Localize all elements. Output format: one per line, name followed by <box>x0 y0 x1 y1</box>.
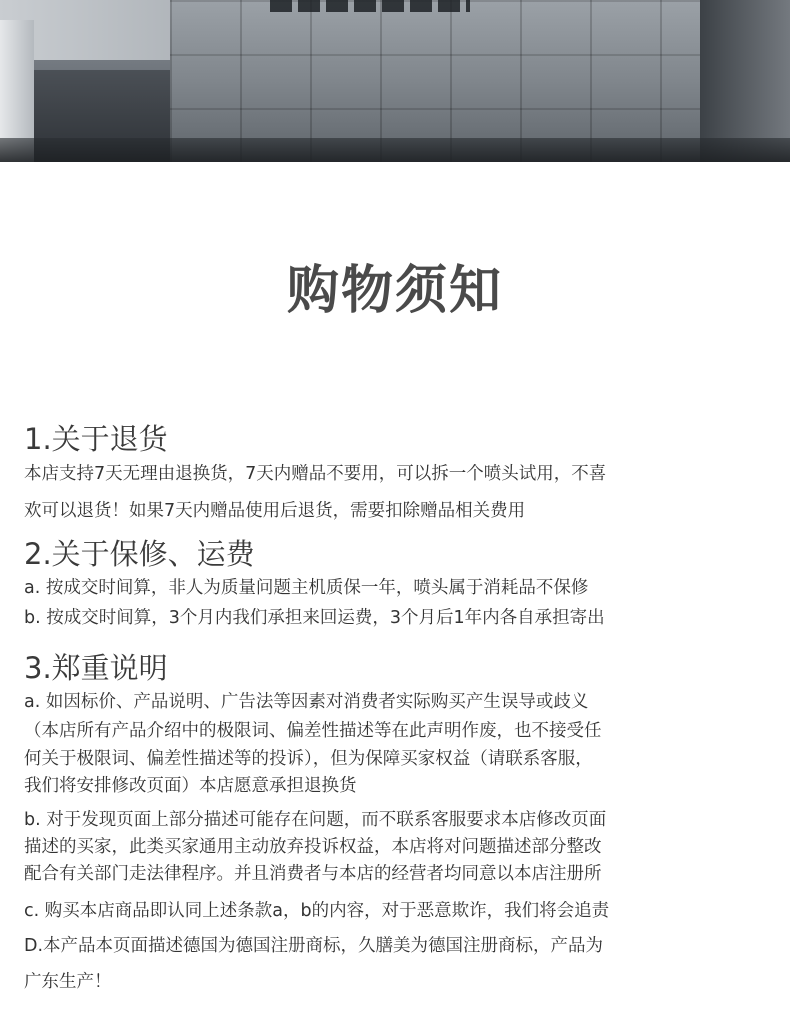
section-heading-statement: 3.郑重说明 <box>24 651 168 685</box>
section-line: 本店支持7天无理由退换货，7天内赠品不要用，可以拆一个喷头试用，不喜 <box>24 464 607 484</box>
section-line: 我们将安排修改页面）本店愿意承担退换货 <box>24 776 357 796</box>
section-heading-warranty-shipping: 2.关于保修、运费 <box>24 537 255 571</box>
banner-street <box>0 138 790 162</box>
section-line: a. 按成交时间算，非人为质量问题主机质保一年，喷头属于消耗品不保修 <box>24 578 589 598</box>
section-line: a. 如因标价、产品说明、广告法等因素对消费者实际购买产生误导或歧义 <box>24 692 589 712</box>
banner-building-sign <box>270 0 470 12</box>
section-line: b. 对于发现页面上部分描述可能存在问题，而不联系客服要求本店修改页面 <box>24 810 607 830</box>
section-line: 描述的买家，此类买家通用主动放弃投诉权益，本店将对问题描述部分整改 <box>24 837 602 857</box>
page-title: 购物须知 <box>286 261 503 321</box>
section-line: （本店所有产品介绍中的极限词、偏差性描述等在此声明作废，也不接受任 <box>24 721 602 741</box>
section-line: 何关于极限词、偏差性描述等的投诉），但为保障买家权益（请联系客服， <box>24 749 593 769</box>
header-banner-photo <box>0 0 790 162</box>
section-line: D.本产品本页面描述德国为德国注册商标，久膳美为德国注册商标，产品为 <box>24 936 604 956</box>
section-line: 配合有关部门走法律程序。并且消费者与本店的经营者均同意以本店注册所 <box>24 864 602 884</box>
section-heading-returns: 1.关于退货 <box>24 422 168 456</box>
section-line: 广东生产！ <box>24 972 112 992</box>
section-line: c. 购买本店商品即认同上述条款a，b的内容，对于恶意欺诈，我们将会追责 <box>24 901 610 921</box>
section-line: b. 按成交时间算，3个月内我们承担来回运费，3个月后1年内各自承担寄出 <box>24 608 605 628</box>
section-line: 欢可以退货！如果7天内赠品使用后退货，需要扣除赠品相关费用 <box>24 501 526 521</box>
